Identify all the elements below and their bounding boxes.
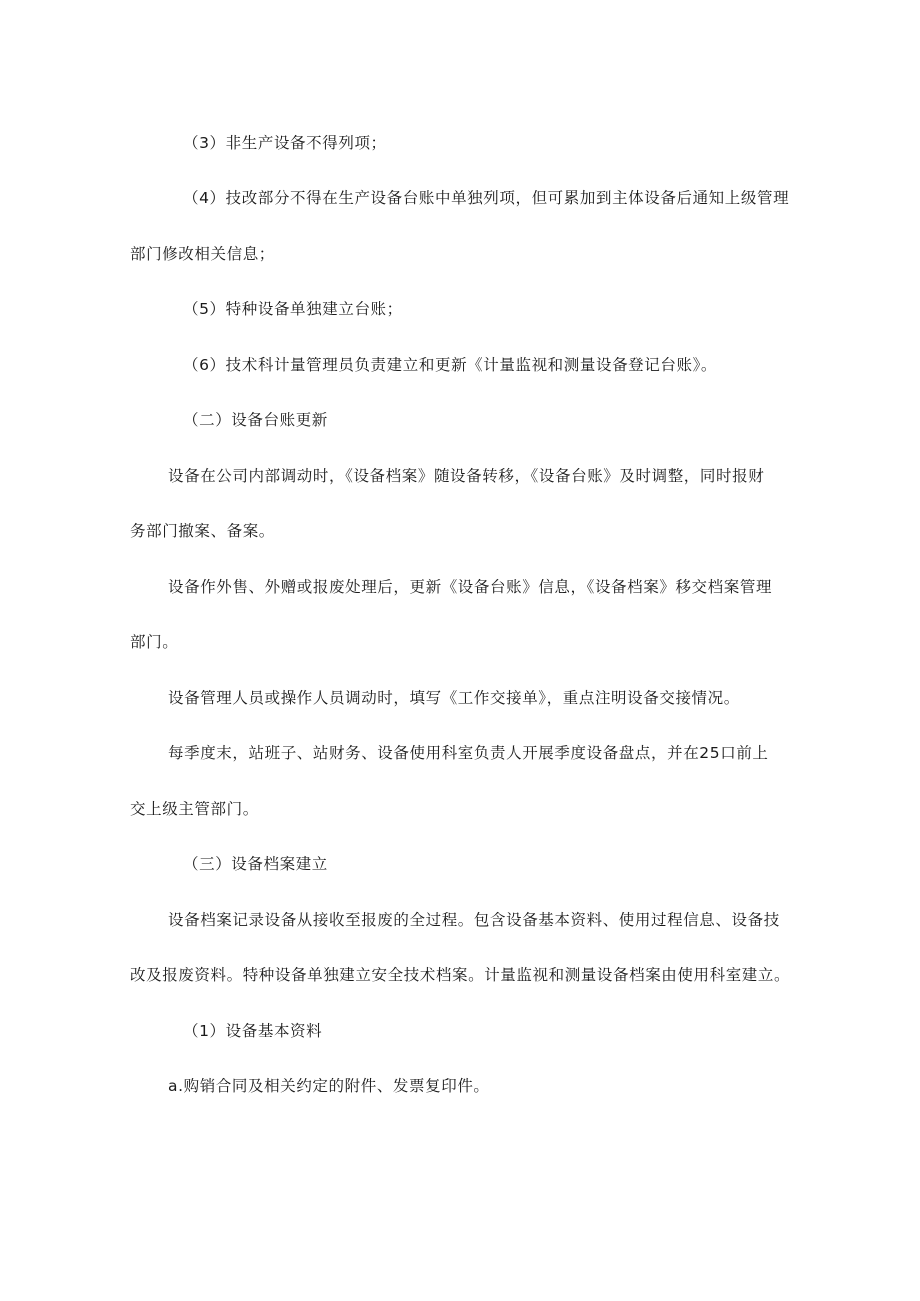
para-quarterly-inventory: 每季度末，站班子、站财务、设备使用科室负责人开展季度设备盘点，并在25口前上 (168, 744, 769, 762)
para-disposal-continued: 部门。 (130, 633, 179, 651)
item-4-continued: 部门修改相关信息； (130, 245, 275, 263)
subheading-basic-info: （1）设备基本资料 (183, 1022, 323, 1040)
para-archive-scope: 设备档案记录设备从接收至报废的全过程。包含设备基本资料、使用过程信息、设备技 (168, 911, 780, 929)
list-item-a-contract: a.购销合同及相关约定的附件、发票复印件。 (168, 1077, 490, 1095)
section-heading-archive-setup: （三）设备档案建立 (183, 855, 328, 873)
para-archive-scope-continued: 改及报废资料。特种设备单独建立安全技术档案。计量监视和测量设备档案由使用科室建立。 (130, 966, 791, 984)
para-transfer-continued: 务部门撤案、备案。 (130, 522, 275, 540)
section-heading-ledger-update: （二）设备台账更新 (183, 411, 328, 429)
para-disposal: 设备作外售、外赠或报废处理后，更新《设备台账》信息，《设备档案》移交档案管理 (168, 578, 773, 596)
para-quarterly-inventory-continued: 交上级主管部门。 (130, 800, 259, 818)
item-4-tech-upgrade: （4）技改部分不得在生产设备台账中单独列项，但可累加到主体设备后通知上级管理 (183, 189, 790, 207)
item-5-special-equipment: （5）特种设备单独建立台账； (183, 300, 403, 318)
item-3-non-production: （3）非生产设备不得列项； (183, 134, 387, 152)
para-personnel-change: 设备管理人员或操作人员调动时，填写《工作交接单》，重点注明设备交接情况。 (168, 689, 740, 707)
para-transfer: 设备在公司内部调动时，《设备档案》随设备转移，《设备台账》及时调整，同时报财 (168, 467, 765, 485)
item-6-metrology: （6）技术科计量管理员负责建立和更新《计量监视和测量设备登记台账》。 (183, 356, 718, 374)
